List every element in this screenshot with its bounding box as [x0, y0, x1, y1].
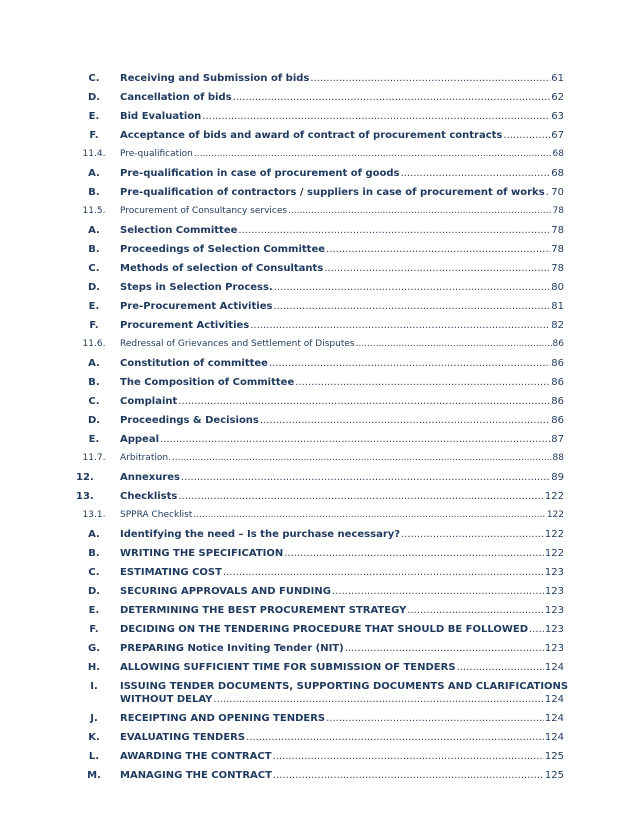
toc-entry-number: 11.5. [82, 206, 106, 216]
toc-entry[interactable] [76, 471, 564, 490]
toc-entry-number: F. [89, 624, 99, 635]
toc-entry-number: A. [88, 168, 100, 179]
toc-entry-body [120, 509, 564, 522]
toc-dot-leader [273, 769, 544, 782]
toc-entry-body [120, 338, 564, 351]
toc-entry[interactable] [76, 376, 564, 395]
toc-entry-number: B. [88, 377, 100, 388]
toc-entry-page: 124 [544, 713, 564, 724]
toc-entry[interactable] [76, 129, 564, 148]
toc-dot-leader [213, 693, 544, 706]
toc-entry[interactable] [76, 731, 564, 750]
toc-entry-title: Identifying the need – Is the purchase necessary? [120, 529, 401, 540]
toc-dot-leader [274, 281, 551, 294]
toc-entry-title: Arbitration. [120, 453, 171, 463]
toc-entry-title: Pre-qualification [120, 149, 193, 159]
toc-entry[interactable] [76, 509, 564, 528]
toc-dot-leader [193, 509, 545, 522]
toc-entry[interactable] [76, 769, 564, 788]
toc-dot-leader [260, 414, 550, 427]
toc-entry-body [120, 167, 564, 180]
toc-dot-leader [310, 72, 550, 85]
toc-entry-number: J. [90, 713, 98, 724]
toc-entry-page: 125 [544, 770, 564, 781]
toc-entry-number: A. [88, 225, 100, 236]
toc-dot-leader [246, 731, 544, 744]
toc-entry[interactable] [76, 490, 564, 509]
toc-entry[interactable] [76, 414, 564, 433]
toc-entry-body [120, 680, 569, 706]
toc-entry[interactable] [76, 433, 564, 452]
toc-entry[interactable] [76, 661, 564, 680]
toc-entry-title: Receiving and Submission of bids [120, 73, 310, 84]
toc-entry-title: SECURING APPROVALS AND FUNDING [120, 586, 331, 597]
toc-entry-page: 124 [544, 662, 564, 673]
toc-entry-body [120, 750, 564, 763]
toc-entry-number: I. [90, 681, 98, 692]
toc-entry[interactable] [76, 585, 564, 604]
toc-entry-number: D. [87, 586, 101, 597]
toc-entry-number: D. [87, 92, 101, 103]
toc-entry-number: 11.4. [82, 149, 106, 159]
toc-entry[interactable] [76, 72, 564, 91]
toc-entry-number: F. [89, 320, 99, 331]
toc-entry-body [120, 642, 564, 655]
toc-entry-number: B. [88, 548, 100, 559]
toc-entry-body [120, 414, 564, 427]
toc-entry-title: The Composition of Committee [120, 377, 295, 388]
toc-dot-leader [269, 357, 550, 370]
toc-entry-title: Selection Committee [120, 225, 238, 236]
toc-entry-title: DETERMINING THE BEST PROCUREMENT STRATEGY [120, 605, 407, 616]
toc-entry-title: Appeal [120, 434, 160, 445]
toc-dot-leader [529, 623, 544, 636]
toc-entry-title: MANAGING THE CONTRACT [120, 770, 272, 781]
toc-dot-leader [238, 224, 550, 237]
toc-entry-number: L. [88, 751, 100, 762]
toc-dot-leader [250, 319, 550, 332]
toc-entry-page: 122 [544, 548, 564, 559]
toc-entry-title: Proceedings of Selection Committee [120, 244, 326, 255]
toc-entry[interactable] [76, 528, 564, 547]
toc-entry-body [120, 91, 564, 104]
toc-dot-leader [401, 528, 544, 541]
toc-entry-body [120, 712, 564, 725]
toc-entry-title: Constitution of committee [120, 358, 268, 369]
toc-entry-title: Procurement of Consultancy services [120, 206, 288, 216]
toc-entry-body [120, 110, 564, 123]
toc-entry-title: ESTIMATING COST [120, 567, 222, 578]
toc-entry-page: 122 [546, 510, 564, 520]
toc-entry[interactable] [76, 186, 564, 205]
toc-dot-leader [160, 433, 550, 446]
toc-entry-number: H. [87, 662, 101, 673]
toc-entry-body [120, 148, 564, 161]
toc-entry-title: Complaint [120, 396, 178, 407]
toc-dot-leader [194, 148, 552, 161]
toc-entry-body [120, 243, 564, 256]
toc-entry-page: 86 [551, 377, 564, 388]
toc-entry-body [120, 490, 564, 503]
toc-entry-body [120, 395, 564, 408]
toc-entry-title: ISSUING TENDER DOCUMENTS, SUPPORTING DOCUMENTS AND CLARIFICATIONS [120, 681, 569, 692]
toc-entry[interactable] [76, 395, 564, 414]
toc-entry[interactable] [76, 566, 564, 585]
toc-entry[interactable] [76, 91, 564, 110]
toc-dot-leader [356, 338, 552, 351]
toc-entry-page: 88 [552, 453, 564, 463]
toc-dot-leader [326, 243, 550, 256]
toc-entry-title-continued: WITHOUT DELAY [120, 694, 213, 705]
toc-entry-body [120, 357, 564, 370]
toc-entry-body [120, 566, 564, 579]
toc-entry-number: B. [88, 187, 100, 198]
toc-entry-page: 123 [544, 643, 564, 654]
table-of-contents [76, 72, 569, 788]
toc-entry-body [120, 585, 564, 598]
toc-entry[interactable] [76, 338, 564, 357]
toc-entry[interactable] [76, 148, 564, 167]
toc-entry-title: Procurement Activities [120, 320, 250, 331]
toc-entry-page: 68 [552, 149, 564, 159]
toc-entry[interactable] [76, 357, 564, 376]
toc-entry-page: 78 [552, 206, 564, 216]
toc-dot-leader [288, 205, 551, 218]
toc-entry-page: 86 [552, 339, 564, 349]
toc-entry-body [120, 661, 564, 674]
toc-entry-title: Steps in Selection Process. [120, 282, 273, 293]
toc-entry-body [120, 262, 564, 275]
toc-dot-leader [324, 262, 550, 275]
toc-entry-page: 68 [551, 168, 564, 179]
toc-entry-body [120, 129, 564, 142]
toc-entry-title: EVALUATING TENDERS [120, 732, 246, 743]
toc-entry-body [120, 731, 564, 744]
toc-dot-leader [400, 167, 550, 180]
toc-entry-number: E. [88, 434, 100, 445]
toc-entry-page: 70 [551, 187, 564, 198]
toc-entry-title: AWARDING THE CONTRACT [120, 751, 272, 762]
toc-entry-title: Bid Evaluation [120, 111, 202, 122]
toc-entry-page: 78 [551, 225, 564, 236]
toc-entry[interactable] [76, 623, 564, 642]
toc-entry-page: 67 [551, 130, 564, 141]
toc-entry-body [120, 300, 564, 313]
toc-entry-number: C. [88, 73, 100, 84]
toc-entry-page: 63 [551, 111, 564, 122]
toc-entry-number: A. [88, 358, 100, 369]
toc-entry-number: D. [87, 282, 101, 293]
toc-entry-page: 89 [551, 472, 564, 483]
toc-entry[interactable] [76, 547, 564, 566]
toc-dot-leader [326, 712, 544, 725]
toc-entry-title: Annexures [120, 472, 180, 483]
toc-entry-title: ALLOWING SUFFICIENT TIME FOR SUBMISSION OF TENDERS [120, 662, 456, 673]
toc-dot-leader [407, 604, 544, 617]
toc-entry-title: Pre-qualification in case of procurement of goods [120, 168, 400, 179]
toc-entry[interactable] [76, 642, 564, 661]
toc-entry-number: E. [88, 605, 100, 616]
toc-entry-title: RECEIPTING AND OPENING TENDERS [120, 713, 326, 724]
toc-entry-body [120, 376, 564, 389]
toc-dot-leader [546, 186, 551, 199]
toc-entry-number: D. [87, 415, 101, 426]
toc-dot-leader [223, 566, 544, 579]
toc-entry-number: K. [88, 732, 100, 743]
toc-entry-title: Pre-qualification of contractors / suppliers in case of procurement of works [120, 187, 545, 198]
toc-dot-leader [178, 490, 544, 503]
toc-entry-page: 80 [551, 282, 564, 293]
toc-entry-page: 62 [551, 92, 564, 103]
toc-entry-body [120, 186, 564, 199]
toc-entry-page: 82 [551, 320, 564, 331]
toc-dot-leader [202, 110, 550, 123]
toc-entry-body [120, 224, 564, 237]
toc-entry[interactable] [76, 604, 564, 623]
toc-entry-body [120, 281, 564, 294]
toc-entry-number: 13. [76, 491, 94, 502]
toc-entry-page: 86 [551, 396, 564, 407]
toc-entry-number: G. [87, 643, 100, 654]
toc-entry-body [120, 471, 564, 484]
toc-entry-title: Proceedings & Decisions [120, 415, 259, 426]
toc-dot-leader [233, 91, 551, 104]
toc-entry-page: 122 [544, 529, 564, 540]
toc-entry[interactable] [76, 750, 564, 769]
toc-entry-body [120, 623, 564, 636]
toc-entry-title: Pre-Procurement Activities [120, 301, 273, 312]
toc-entry-page: 87 [551, 434, 564, 445]
toc-entry-page: 61 [551, 73, 564, 84]
toc-entry-number: 13.1. [82, 510, 106, 520]
toc-entry[interactable] [76, 452, 564, 471]
toc-entry[interactable] [76, 262, 564, 281]
toc-dot-leader [181, 471, 550, 484]
toc-entry-number: F. [89, 130, 99, 141]
toc-entry-page: 123 [544, 567, 564, 578]
toc-dot-leader [178, 395, 550, 408]
toc-entry[interactable] [76, 243, 564, 262]
toc-entry-number: E. [88, 301, 100, 312]
toc-entry-title: WRITING THE SPECIFICATION [120, 548, 284, 559]
toc-entry-title: PREPARING Notice Inviting Tender (NIT) [120, 643, 344, 654]
toc-entry[interactable] [76, 319, 564, 338]
toc-entry-body [120, 528, 564, 541]
toc-entry[interactable] [76, 712, 564, 731]
toc-entry-page: 123 [544, 605, 564, 616]
toc-dot-leader [273, 750, 544, 763]
toc-dot-leader [172, 452, 552, 465]
toc-entry-page: 78 [551, 263, 564, 274]
toc-entry-body [120, 604, 564, 617]
toc-entry-page: 122 [544, 491, 564, 502]
toc-entry-title: Checklists [120, 491, 178, 502]
toc-entry-title: Acceptance of bids and award of contract of procurement contracts [120, 130, 503, 141]
toc-dot-leader [295, 376, 550, 389]
toc-dot-leader [345, 642, 544, 655]
toc-entry-page: 86 [551, 358, 564, 369]
toc-entry-number: M. [87, 770, 101, 781]
toc-entry-title: SPPRA Checklist [120, 510, 193, 520]
toc-entry-page: 123 [544, 586, 564, 597]
toc-dot-leader [273, 300, 550, 313]
toc-entry-number: C. [88, 263, 100, 274]
toc-entry-body [120, 452, 564, 465]
toc-entry-page: 78 [551, 244, 564, 255]
toc-entry-title: Redressal of Grievances and Settlement of Disputes [120, 339, 355, 349]
toc-entry-page: 124 [544, 694, 564, 705]
toc-entry[interactable] [76, 300, 564, 319]
toc-entry-title: Cancellation of bids [120, 92, 232, 103]
toc-entry[interactable] [76, 205, 564, 224]
toc-entry-body [120, 769, 564, 782]
toc-dot-leader [503, 129, 550, 142]
toc-entry-page: 125 [544, 751, 564, 762]
toc-entry-page: 86 [551, 415, 564, 426]
toc-entry-number: C. [88, 567, 100, 578]
toc-entry-title: Methods of selection of Consultants [120, 263, 324, 274]
toc-entry-number: E. [88, 111, 100, 122]
toc-entry-number: 11.7. [82, 453, 106, 463]
toc-dot-leader [332, 585, 544, 598]
toc-entry-page: 81 [551, 301, 564, 312]
toc-entry-page: 124 [544, 732, 564, 743]
toc-entry-title: DECIDING ON THE TENDERING PROCEDURE THAT SHOULD BE FOLLOWED [120, 624, 529, 635]
toc-dot-leader [284, 547, 544, 560]
toc-entry-body [120, 433, 564, 446]
toc-entry-body [120, 205, 564, 218]
toc-entry-number: B. [88, 244, 100, 255]
toc-entry-body [120, 547, 564, 560]
toc-entry-body [120, 319, 564, 332]
toc-entry-number: 12. [76, 472, 94, 483]
toc-dot-leader [457, 661, 544, 674]
toc-entry-number: C. [88, 396, 100, 407]
toc-entry[interactable] [76, 224, 564, 243]
toc-entry[interactable] [76, 167, 564, 186]
toc-entry[interactable] [76, 281, 564, 300]
toc-entry[interactable] [76, 110, 564, 129]
toc-entry-number: 11.6. [82, 339, 106, 349]
toc-entry-page: 123 [544, 624, 564, 635]
toc-entry-body [120, 72, 564, 85]
toc-entry-number: A. [88, 529, 100, 540]
toc-entry[interactable] [76, 680, 569, 712]
